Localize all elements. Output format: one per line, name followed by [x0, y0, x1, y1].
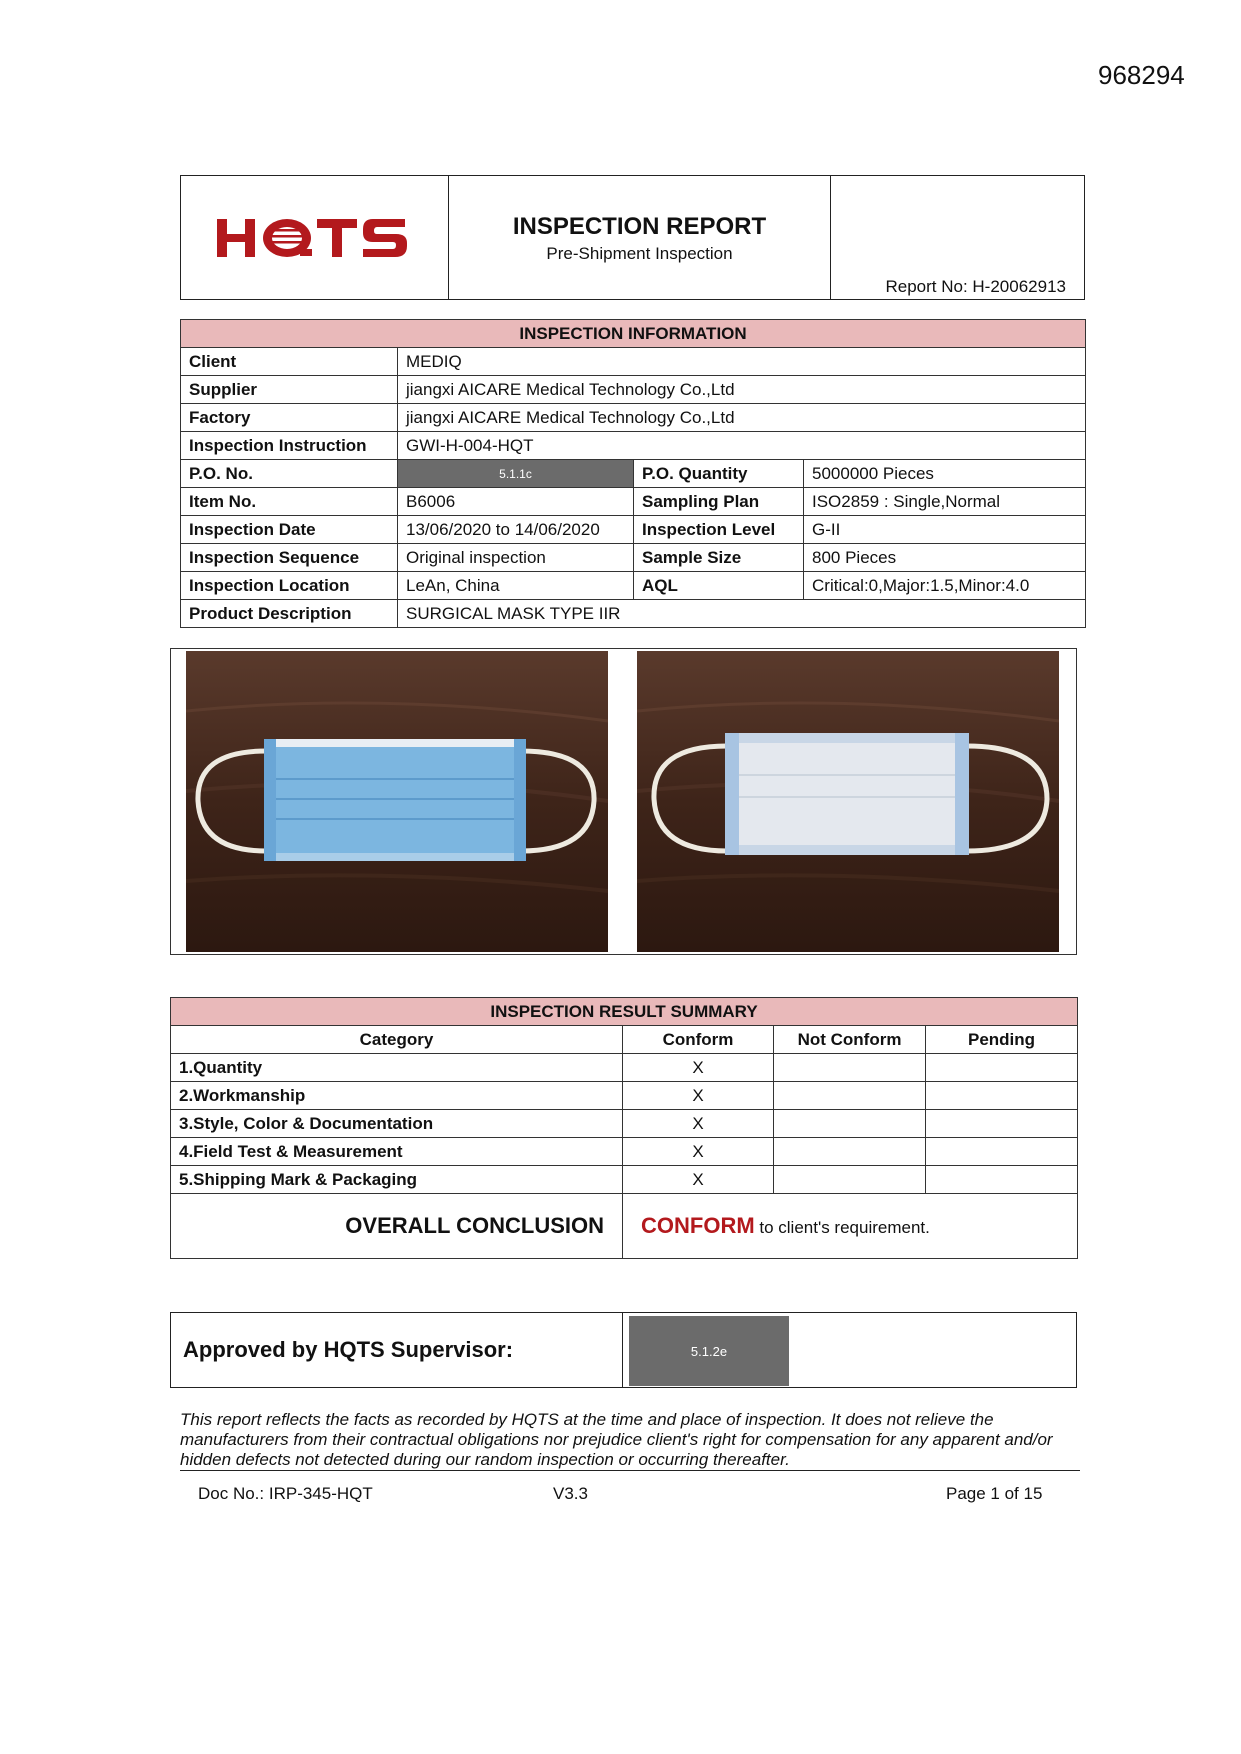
not-conform-mark: [774, 1082, 926, 1110]
approval-box: [170, 1312, 1077, 1388]
approval-label: Approved by HQTS Supervisor:: [171, 1313, 623, 1387]
conform-mark: X: [623, 1054, 774, 1082]
disclaimer-text: This report reflects the facts as recorded by HQTS at the time and place of inspection. It does not relieve the manufacturers from their contractual obligations nor prejudice client's right for compensation for any apparent and/or hidden defects not detected during our random inspection or occurring thereafter.: [180, 1410, 1053, 1469]
aql-value: Critical:0,Major:1.5,Minor:4.0: [804, 572, 1086, 600]
aql-label: AQL: [634, 572, 804, 600]
po-quantity-label: P.O. Quantity: [634, 460, 804, 488]
not-conform-mark: [774, 1110, 926, 1138]
category-column-header: Category: [171, 1026, 623, 1054]
hqts-logo-icon: [215, 216, 415, 260]
supplier-value: jiangxi AICARE Medical Technology Co.,Ltd: [398, 376, 1086, 404]
conform-column-header: Conform: [623, 1026, 774, 1054]
product-description-value: SURGICAL MASK TYPE IIR: [398, 600, 1086, 628]
client-label: Client: [181, 348, 398, 376]
sampling-plan-label: Sampling Plan: [634, 488, 804, 516]
item-number-value: B6006: [398, 488, 634, 516]
supervisor-signature-redacted: 5.1.2e: [629, 1316, 789, 1386]
conform-mark: X: [623, 1138, 774, 1166]
inspection-level-label: Inspection Level: [634, 516, 804, 544]
document-number: Doc No.: IRP-345-HQT: [198, 1484, 373, 1503]
po-quantity-value: 5000000 Pieces: [804, 460, 1086, 488]
item-number-label: Item No.: [181, 488, 398, 516]
not-conform-mark: [774, 1166, 926, 1194]
inspection-information-heading: INSPECTION INFORMATION: [181, 320, 1086, 348]
report-header: [180, 175, 1085, 300]
supplier-label: Supplier: [181, 376, 398, 404]
factory-label: Factory: [181, 404, 398, 432]
table-row: [171, 1082, 1078, 1110]
pending-mark: [926, 1138, 1078, 1166]
category-style-color-documentation: 3.Style, Color & Documentation: [171, 1110, 623, 1138]
table-row: [171, 1166, 1078, 1194]
document-version: V3.3: [553, 1484, 588, 1503]
result-summary-heading: INSPECTION RESULT SUMMARY: [171, 998, 1078, 1026]
footer-divider: [180, 1470, 1080, 1471]
category-quantity: 1.Quantity: [171, 1054, 623, 1082]
not-conform-mark: [774, 1054, 926, 1082]
product-photos: [170, 648, 1077, 955]
instruction-value: GWI-H-004-HQT: [398, 432, 1086, 460]
pending-mark: [926, 1054, 1078, 1082]
report-subtitle: Pre-Shipment Inspection: [546, 244, 733, 263]
category-shipping-mark-packaging: 5.Shipping Mark & Packaging: [171, 1166, 623, 1194]
conform-mark: X: [623, 1166, 774, 1194]
inspection-sequence-value: Original inspection: [398, 544, 634, 572]
report-number-block: [831, 176, 1084, 299]
inspection-information-table: [180, 319, 1086, 628]
conform-mark: X: [623, 1110, 774, 1138]
factory-value: jiangxi AICARE Medical Technology Co.,Ltd: [398, 404, 1086, 432]
overall-conclusion-value: [623, 1194, 1078, 1259]
inspection-result-table: [170, 997, 1078, 1259]
report-number: Report No: H-20062913: [885, 277, 1066, 296]
category-field-test-measurement: 4.Field Test & Measurement: [171, 1138, 623, 1166]
pending-mark: [926, 1082, 1078, 1110]
conclusion-word: CONFORM: [641, 1213, 755, 1238]
mask-front-photo: [186, 651, 608, 952]
conclusion-rest: to client's requirement.: [754, 1218, 930, 1237]
document-reference-number: 968294: [1098, 60, 1185, 90]
overall-conclusion-label: OVERALL CONCLUSION: [171, 1194, 623, 1259]
not-conform-mark: [774, 1138, 926, 1166]
overall-conclusion-row: [171, 1194, 1078, 1259]
table-row: [171, 1110, 1078, 1138]
conform-mark: X: [623, 1082, 774, 1110]
inspection-date-value: 13/06/2020 to 14/06/2020: [398, 516, 634, 544]
hqts-logo: [181, 176, 449, 299]
pending-mark: [926, 1166, 1078, 1194]
mask-back-photo: [637, 651, 1059, 952]
report-title: INSPECTION REPORT: [512, 213, 767, 240]
sample-size-value: 800 Pieces: [804, 544, 1086, 572]
inspection-date-label: Inspection Date: [181, 516, 398, 544]
po-number-redacted: 5.1.1c: [398, 460, 634, 488]
inspection-location-value: LeAn, China: [398, 572, 634, 600]
pending-mark: [926, 1110, 1078, 1138]
instruction-label: Inspection Instruction: [181, 432, 398, 460]
page-indicator: Page 1 of 15: [946, 1484, 1043, 1503]
category-workmanship: 2.Workmanship: [171, 1082, 623, 1110]
client-value: MEDIQ: [398, 348, 1086, 376]
not-conform-column-header: Not Conform: [774, 1026, 926, 1054]
pending-column-header: Pending: [926, 1026, 1078, 1054]
inspection-location-label: Inspection Location: [181, 572, 398, 600]
sample-size-label: Sample Size: [634, 544, 804, 572]
table-row: [171, 1138, 1078, 1166]
table-row: [171, 1054, 1078, 1082]
sampling-plan-value: ISO2859 : Single,Normal: [804, 488, 1086, 516]
po-number-label: P.O. No.: [181, 460, 398, 488]
product-description-label: Product Description: [181, 600, 398, 628]
inspection-level-value: G-II: [804, 516, 1086, 544]
inspection-sequence-label: Inspection Sequence: [181, 544, 398, 572]
report-title-block: [449, 176, 831, 299]
